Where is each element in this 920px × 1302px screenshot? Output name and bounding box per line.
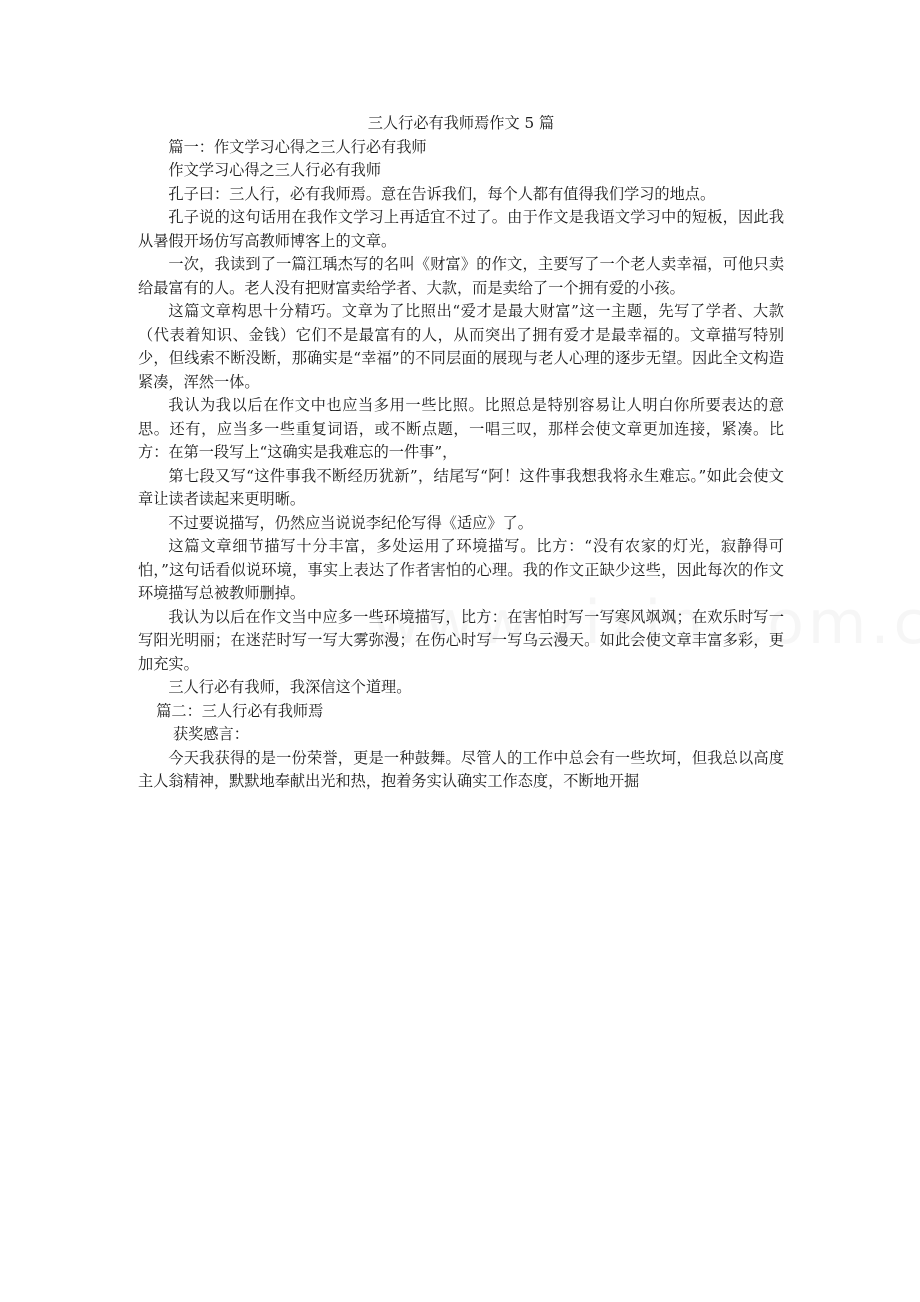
- paragraph: 孔子曰：三人行，必有我师焉。意在告诉我们，每个人都有值得我们学习的地点。: [168, 184, 716, 203]
- subheading: 作文学习心得之三人行必有我师: [168, 161, 382, 179]
- paragraph: 这篇文章构思十分精巧。文章为了比照出“爱才是最大财富”这一主题，先写了学者、大款（代表着知识、金钱）它们不是最富有的人，从而突出了拥有爱才是最幸福的。文章描写特别少，但线索不断没断，那确实是“幸福”的不同层面的展现与老人心理的逐步无望。因此全文构造紧凑，浑然一体。: [138, 302, 784, 391]
- document-page: [138, 112, 784, 794]
- award-heading: 获奖感言：: [172, 725, 249, 743]
- paragraph: 我认为以后在作文当中应多一些环境描写，比方：在害怕时写一写寒风飒飒；在欢乐时写一写阳光明丽；在迷茫时写一写大雾弥漫；在伤心时写一写乌云漫天。如此会使文章丰富多彩，更加充实。: [138, 607, 784, 673]
- paragraph: 不过要说描写，仍然应当说说李纪伦写得《适应》了。: [168, 513, 533, 532]
- section-heading: 篇二：三人行必有我师焉: [156, 701, 324, 720]
- paragraph: 一次，我读到了一篇江瑀杰写的名叫《财富》的作文，主要写了一个老人卖幸福，可他只卖给最富有的人。老人没有把财富卖给学者、大款，而是卖给了一个拥有爱的小孩。: [138, 255, 784, 297]
- paragraph: 这篇文章细节描写十分丰富，多处运用了环境描写。比方：“没有农家的灯光，寂静得可怕，”这句话看似说环境，事实上表达了作者害怕的心理。我的作文正缺少这些，因此每次的作文环境描写总被教师删掉。: [138, 537, 784, 602]
- paragraph: 孔子说的这句话用在我作文学习上再适宜不过了。由于作文是我语文学习中的短板，因此我从暑假开场仿写高教师博客上的文章。: [138, 208, 784, 250]
- paragraph: 我认为我以后在作文中也应当多用一些比照。比照总是特别容易让人明白你所要表达的意思。还有，应当多一些重复词语，或不断点题，一唱三叹，那样会使文章更加连接，紧凑。比方：在第一段写上“这确实是我难忘的一件事”，: [138, 396, 784, 461]
- paragraph: 三人行必有我师，我深信这个道理。: [168, 678, 412, 696]
- document-title: 三人行必有我师焉作文 5 篇: [367, 114, 555, 132]
- paragraph: 今天我获得的是一份荣誉，更是一种鼓舞。尽管人的工作中总会有一些坎坷，但我总以高度主人翁精神，默默地奉献出光和热，抱着务实认确实工作态度，不断地开掘: [138, 748, 784, 790]
- section-heading: 篇一：作文学习心得之三人行必有我师: [168, 137, 427, 156]
- paragraph: 第七段又写“这件事我不断经历犹新”，结尾写“阿！这件事我想我将永生难忘。”如此会使文章让读者读起来更明晰。: [138, 466, 784, 508]
